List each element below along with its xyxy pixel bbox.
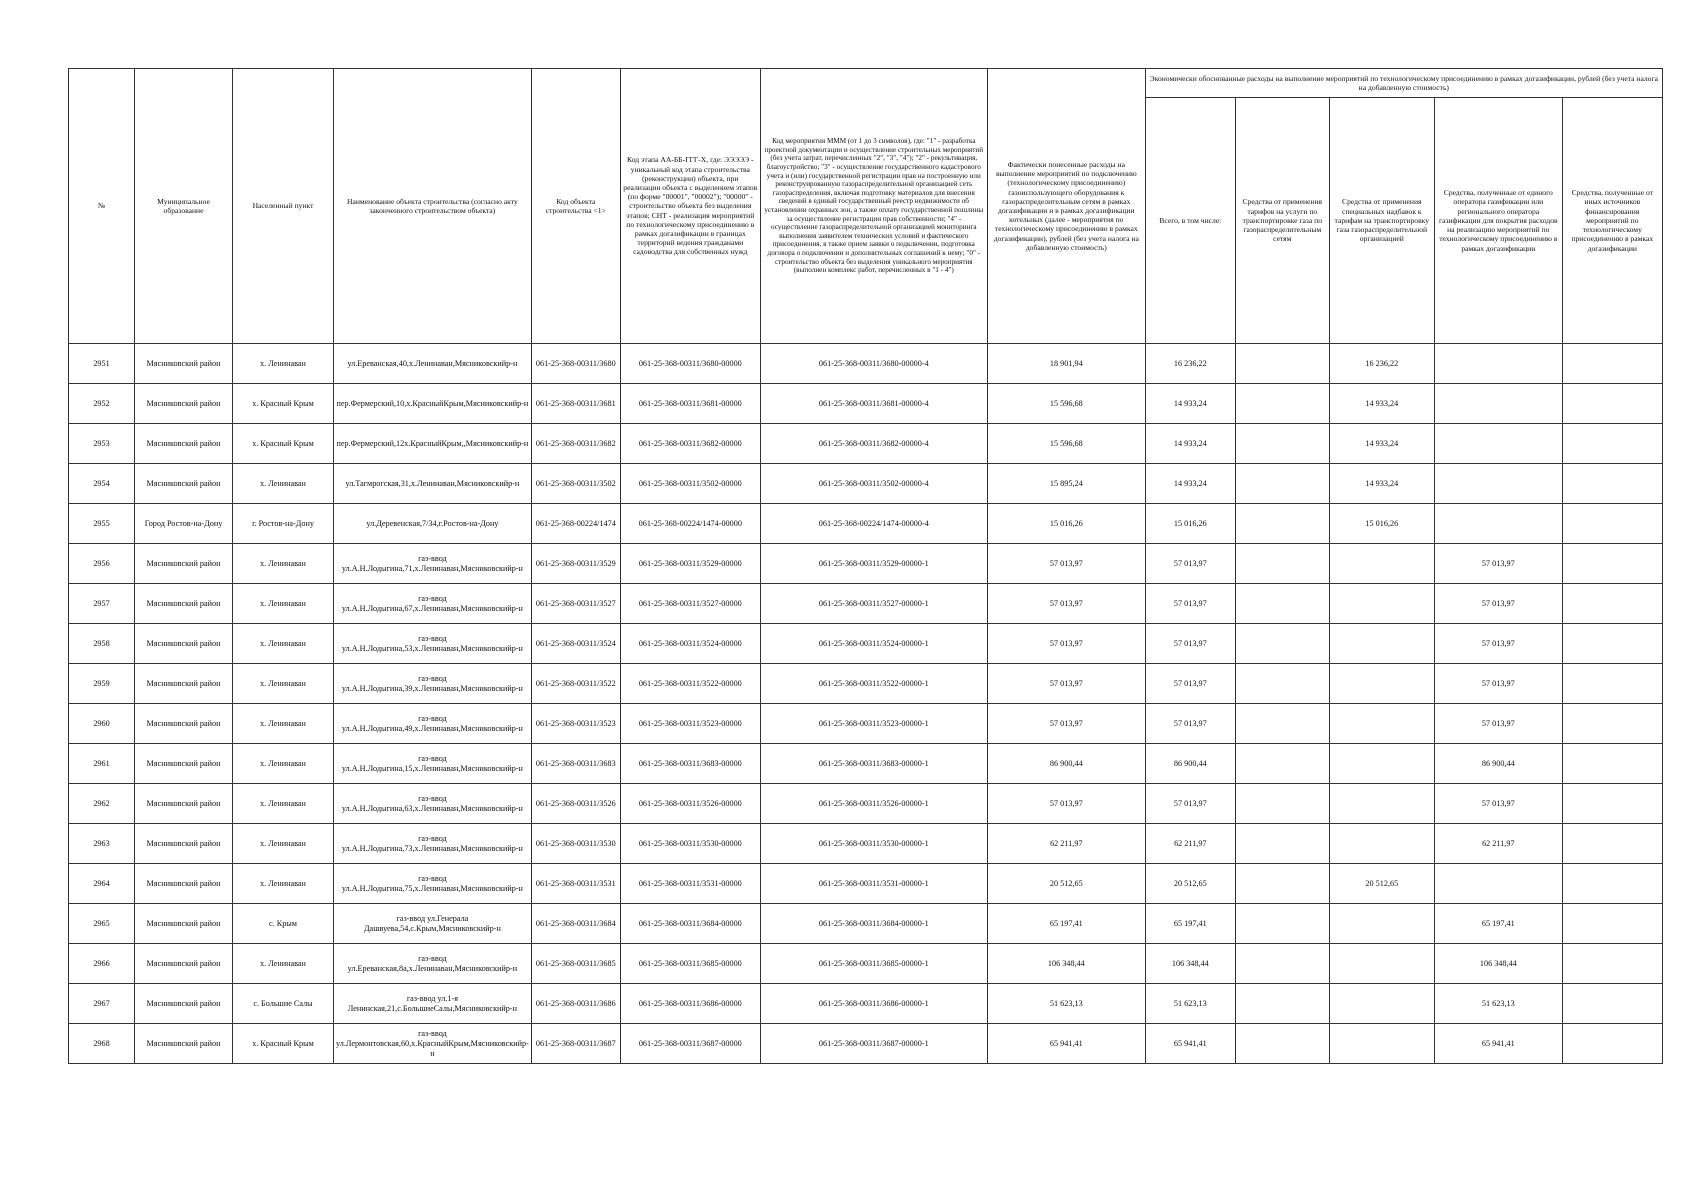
cell-special-markups bbox=[1329, 1024, 1434, 1064]
cell-municipality: Мясниковский район bbox=[135, 1024, 233, 1064]
cell-other-sources bbox=[1562, 744, 1662, 784]
cell-other-sources bbox=[1562, 424, 1662, 464]
table-row bbox=[69, 1024, 1663, 1064]
cell-settlement: г. Ростов-на-Дону bbox=[233, 504, 334, 544]
cell-total: 51 623,13 bbox=[1145, 984, 1235, 1024]
cell-single-operator: 57 013,97 bbox=[1434, 664, 1562, 704]
cell-special-markups: 14 933,24 bbox=[1329, 384, 1434, 424]
cell-tariff-transport bbox=[1235, 864, 1329, 904]
cell-measure-code: 061-25-368-00311/3502-00000-4 bbox=[760, 464, 987, 504]
table-row bbox=[69, 704, 1663, 744]
cell-actual-costs: 106 348,44 bbox=[987, 944, 1145, 984]
col-header-stage-code: Код этапа АА-ББ-ГГГ-Х, где: ЭЭЭЭЭ - уникальный код этапа строительства (реконструкции) объекта, при реализации объекта с выделением этапов (по форме "00001", "00002"); "00000" - строительство объекта без выделения этапов; СНТ - реализация мероприятий по технологическому присоединению в рамках догазификации в границах территорий ведения гражданами садоводства для собственных нужд bbox=[620, 69, 760, 344]
cell-object-code: 061-25-368-00311/3686 bbox=[531, 984, 620, 1024]
cell-actual-costs: 57 013,97 bbox=[987, 544, 1145, 584]
cell-total: 62 211,97 bbox=[1145, 824, 1235, 864]
table-row bbox=[69, 824, 1663, 864]
cell-actual-costs: 57 013,97 bbox=[987, 664, 1145, 704]
table-row bbox=[69, 944, 1663, 984]
cell-stage-code: 061-25-368-00311/3502-00000 bbox=[620, 464, 760, 504]
cell-single-operator bbox=[1434, 424, 1562, 464]
cell-number: 2954 bbox=[69, 464, 135, 504]
cell-measure-code: 061-25-368-00311/3685-00000-1 bbox=[760, 944, 987, 984]
cell-tariff-transport bbox=[1235, 464, 1329, 504]
cell-object-name: ул.Ереванская,40,х.Ленинаван,Мясниковскийр-н bbox=[334, 344, 532, 384]
cell-tariff-transport bbox=[1235, 824, 1329, 864]
table-header bbox=[69, 69, 1663, 344]
table-row bbox=[69, 344, 1663, 384]
cell-municipality: Мясниковский район bbox=[135, 664, 233, 704]
cell-object-name: газ-ввод ул.А.Н.Лодыгина,15,х.Ленинаван,Мясниковскийр-н bbox=[334, 744, 532, 784]
cell-municipality: Мясниковский район bbox=[135, 744, 233, 784]
cell-number: 2958 bbox=[69, 624, 135, 664]
cell-total: 57 013,97 bbox=[1145, 584, 1235, 624]
cell-actual-costs: 15 596,68 bbox=[987, 424, 1145, 464]
cell-settlement: х. Ленинаван bbox=[233, 784, 334, 824]
cell-actual-costs: 57 013,97 bbox=[987, 704, 1145, 744]
cell-stage-code: 061-25-368-00311/3531-00000 bbox=[620, 864, 760, 904]
cell-number: 2957 bbox=[69, 584, 135, 624]
cell-total: 20 512,65 bbox=[1145, 864, 1235, 904]
cell-measure-code: 061-25-368-00311/3524-00000-1 bbox=[760, 624, 987, 664]
cell-object-code: 061-25-368-00311/3684 bbox=[531, 904, 620, 944]
col-header-single-operator: Средства, полученные от единого оператора газификации или регионального оператора газификации для покрытия расходов на реализацию мероприятий по технологическому присоединению в рамках догазификации bbox=[1434, 98, 1562, 344]
cell-single-operator: 57 013,97 bbox=[1434, 544, 1562, 584]
cell-settlement: х. Ленинаван bbox=[233, 944, 334, 984]
cell-tariff-transport bbox=[1235, 384, 1329, 424]
table-row bbox=[69, 744, 1663, 784]
cell-measure-code: 061-25-368-00311/3680-00000-4 bbox=[760, 344, 987, 384]
cell-total: 57 013,97 bbox=[1145, 664, 1235, 704]
cell-total: 57 013,97 bbox=[1145, 544, 1235, 584]
cell-municipality: Мясниковский район bbox=[135, 984, 233, 1024]
cell-number: 2968 bbox=[69, 1024, 135, 1064]
cell-actual-costs: 57 013,97 bbox=[987, 624, 1145, 664]
cell-actual-costs: 15 016,26 bbox=[987, 504, 1145, 544]
cell-stage-code: 061-25-368-00311/3524-00000 bbox=[620, 624, 760, 664]
col-header-object-code: Код объекта строительства <1> bbox=[531, 69, 620, 344]
cell-other-sources bbox=[1562, 384, 1662, 424]
cell-object-code: 061-25-368-00311/3524 bbox=[531, 624, 620, 664]
cell-object-name: пер.Фермерский,12х.КрасныйКрым,,Мясниковскийр-н bbox=[334, 424, 532, 464]
table-row bbox=[69, 864, 1663, 904]
cell-tariff-transport bbox=[1235, 424, 1329, 464]
cell-municipality: Мясниковский район bbox=[135, 824, 233, 864]
cell-total: 57 013,97 bbox=[1145, 624, 1235, 664]
cell-special-markups bbox=[1329, 984, 1434, 1024]
cell-settlement: с. Большие Салы bbox=[233, 984, 334, 1024]
cell-other-sources bbox=[1562, 664, 1662, 704]
cell-actual-costs: 65 941,41 bbox=[987, 1024, 1145, 1064]
cell-single-operator bbox=[1434, 504, 1562, 544]
cell-object-code: 061-25-368-00311/3683 bbox=[531, 744, 620, 784]
table-row bbox=[69, 504, 1663, 544]
col-header-municipality: Муниципальное образование bbox=[135, 69, 233, 344]
cell-measure-code: 061-25-368-00311/3682-00000-4 bbox=[760, 424, 987, 464]
cell-tariff-transport bbox=[1235, 944, 1329, 984]
cell-total: 86 900,44 bbox=[1145, 744, 1235, 784]
cell-other-sources bbox=[1562, 624, 1662, 664]
cell-other-sources bbox=[1562, 344, 1662, 384]
cell-other-sources bbox=[1562, 984, 1662, 1024]
table-row bbox=[69, 904, 1663, 944]
cell-total: 14 933,24 bbox=[1145, 424, 1235, 464]
cell-actual-costs: 57 013,97 bbox=[987, 584, 1145, 624]
cell-measure-code: 061-25-368-00224/1474-00000-4 bbox=[760, 504, 987, 544]
col-header-measure-code: Код мероприятия МММ (от 1 до 3 символов), где: "1" - разработка проектной документации и осуществление строительных мероприятий (без учета затрат, перечисленных "2", "3", "4"); "2" - рекультивация, благоустройство; "3" - осуществление государственного кадастрового учета и (или) государственной регистрации прав на построенную или реконструированную газораспределительной организацией сеть газораспределения, включая подготовку материалов для внесения сведений в единый государственный реестр недвижимости об установлении охранных зон, а также оплату государственной пошлины за осуществление регистрации прав собственности; "4" - осуществление газораспределительной организацией мониторинга выполнения заявителем технических условий и фактического присоединения, в также прием заявки о подключении, подготовка договора о подключении и дополнительных соглашений к нему; "0" - строительство объекта без выделения уникального мероприятия (выполнен комплекс работ, перечисленных в "1 - 4") bbox=[760, 69, 987, 344]
cell-stage-code: 061-25-368-00311/3684-00000 bbox=[620, 904, 760, 944]
cell-object-code: 061-25-368-00311/3680 bbox=[531, 344, 620, 384]
cell-other-sources bbox=[1562, 584, 1662, 624]
cell-object-name: газ-ввод ул.А.Н.Лодыгина,71,х.Ленинаван,Мясниковскийр-н bbox=[334, 544, 532, 584]
col-header-object-name: Наименование объекта строительства (согласно акту законченного строительством объекта) bbox=[334, 69, 532, 344]
cell-actual-costs: 57 013,97 bbox=[987, 784, 1145, 824]
cell-tariff-transport bbox=[1235, 784, 1329, 824]
cell-total: 106 348,44 bbox=[1145, 944, 1235, 984]
cell-tariff-transport bbox=[1235, 584, 1329, 624]
col-header-total: Всего, в том числе: bbox=[1145, 98, 1235, 344]
cell-single-operator: 106 348,44 bbox=[1434, 944, 1562, 984]
cell-settlement: х. Ленинаван bbox=[233, 744, 334, 784]
cell-number: 2962 bbox=[69, 784, 135, 824]
cell-stage-code: 061-25-368-00311/3527-00000 bbox=[620, 584, 760, 624]
cell-settlement: х. Ленинаван bbox=[233, 584, 334, 624]
cell-measure-code: 061-25-368-00311/3687-00000-1 bbox=[760, 1024, 987, 1064]
cell-stage-code: 061-25-368-00311/3687-00000 bbox=[620, 1024, 760, 1064]
cell-special-markups: 14 933,24 bbox=[1329, 424, 1434, 464]
cell-tariff-transport bbox=[1235, 904, 1329, 944]
cell-stage-code: 061-25-368-00311/3522-00000 bbox=[620, 664, 760, 704]
cell-object-name: газ-ввод ул.А.Н.Лодыгина,67,х.Ленинаван,Мясниковскийр-н bbox=[334, 584, 532, 624]
cell-object-name: газ-ввод ул.Ереванская,8а,х.Ленинаван,Мясниковскийр-н bbox=[334, 944, 532, 984]
table-body bbox=[69, 344, 1663, 1064]
cell-other-sources bbox=[1562, 1024, 1662, 1064]
cell-special-markups bbox=[1329, 664, 1434, 704]
cell-number: 2953 bbox=[69, 424, 135, 464]
cell-special-markups bbox=[1329, 544, 1434, 584]
cell-object-code: 061-25-368-00311/3522 bbox=[531, 664, 620, 704]
cell-object-name: газ-ввод ул.А.Н.Лодыгина,53,х.Ленинаван,Мясниковскийр-н bbox=[334, 624, 532, 664]
cell-municipality: Мясниковский район bbox=[135, 544, 233, 584]
cell-special-markups: 14 933,24 bbox=[1329, 464, 1434, 504]
cell-other-sources bbox=[1562, 784, 1662, 824]
cell-tariff-transport bbox=[1235, 1024, 1329, 1064]
cell-tariff-transport bbox=[1235, 344, 1329, 384]
cell-stage-code: 061-25-368-00311/3680-00000 bbox=[620, 344, 760, 384]
cell-object-name: газ-ввод ул.Генерала Дашвуева,54,с.Крым,Мясниковскийр-н bbox=[334, 904, 532, 944]
cell-special-markups bbox=[1329, 824, 1434, 864]
cell-actual-costs: 86 900,44 bbox=[987, 744, 1145, 784]
cell-actual-costs: 15 895,24 bbox=[987, 464, 1145, 504]
cell-number: 2963 bbox=[69, 824, 135, 864]
cell-special-markups bbox=[1329, 944, 1434, 984]
cell-object-code: 061-25-368-00311/3527 bbox=[531, 584, 620, 624]
cell-measure-code: 061-25-368-00311/3686-00000-1 bbox=[760, 984, 987, 1024]
cell-measure-code: 061-25-368-00311/3529-00000-1 bbox=[760, 544, 987, 584]
cell-single-operator bbox=[1434, 384, 1562, 424]
table-row bbox=[69, 984, 1663, 1024]
cell-stage-code: 061-25-368-00311/3523-00000 bbox=[620, 704, 760, 744]
cell-municipality: Мясниковский район bbox=[135, 384, 233, 424]
cell-single-operator: 65 197,41 bbox=[1434, 904, 1562, 944]
cell-number: 2955 bbox=[69, 504, 135, 544]
cell-measure-code: 061-25-368-00311/3531-00000-1 bbox=[760, 864, 987, 904]
col-header-tariff-transport: Средства от применения тарифов на услуги по транспортировке газа по газораспределительным сетям bbox=[1235, 98, 1329, 344]
col-header-other-sources: Средства, полученные от иных источников финансирования мероприятий по технологическому присоединению в рамках догазификации bbox=[1562, 98, 1662, 344]
cell-municipality: Мясниковский район bbox=[135, 944, 233, 984]
cell-object-name: ул.Тагмрогская,31,х.Ленинаван,Мясниковскийр-н bbox=[334, 464, 532, 504]
cell-actual-costs: 20 512,65 bbox=[987, 864, 1145, 904]
cell-measure-code: 061-25-368-00311/3681-00000-4 bbox=[760, 384, 987, 424]
cell-settlement: х. Ленинаван bbox=[233, 464, 334, 504]
cell-object-name: газ-ввод ул.А.Н.Лодыгина,63,х.Ленинаван,Мясниковскийр-н bbox=[334, 784, 532, 824]
cell-object-code: 061-25-368-00311/3531 bbox=[531, 864, 620, 904]
cell-other-sources bbox=[1562, 464, 1662, 504]
cell-measure-code: 061-25-368-00311/3523-00000-1 bbox=[760, 704, 987, 744]
cell-object-name: пер.Фермерский,10,х.КрасныйКрым,Мясниковскийр-н bbox=[334, 384, 532, 424]
cell-other-sources bbox=[1562, 504, 1662, 544]
cell-settlement: х. Ленинаван bbox=[233, 664, 334, 704]
cell-municipality: Мясниковский район bbox=[135, 464, 233, 504]
cell-actual-costs: 15 596,68 bbox=[987, 384, 1145, 424]
cell-measure-code: 061-25-368-00311/3530-00000-1 bbox=[760, 824, 987, 864]
cell-number: 2967 bbox=[69, 984, 135, 1024]
cell-special-markups: 20 512,65 bbox=[1329, 864, 1434, 904]
cell-other-sources bbox=[1562, 544, 1662, 584]
cell-special-markups bbox=[1329, 584, 1434, 624]
cell-stage-code: 061-25-368-00311/3681-00000 bbox=[620, 384, 760, 424]
cell-measure-code: 061-25-368-00311/3526-00000-1 bbox=[760, 784, 987, 824]
cell-municipality: Мясниковский район bbox=[135, 704, 233, 744]
cell-single-operator: 57 013,97 bbox=[1434, 584, 1562, 624]
table-row bbox=[69, 464, 1663, 504]
cell-measure-code: 061-25-368-00311/3683-00000-1 bbox=[760, 744, 987, 784]
cell-object-name: газ-ввод ул.А.Н.Лодыгина,39,х.Ленинаван,Мясниковскийр-н bbox=[334, 664, 532, 704]
cell-object-name: газ-ввод ул.А.Н.Лодыгина,73,х.Ленинаван,Мясниковскийр-н bbox=[334, 824, 532, 864]
cell-total: 57 013,97 bbox=[1145, 704, 1235, 744]
cell-number: 2964 bbox=[69, 864, 135, 904]
cell-municipality: Мясниковский район bbox=[135, 624, 233, 664]
cell-actual-costs: 65 197,41 bbox=[987, 904, 1145, 944]
cell-single-operator bbox=[1434, 464, 1562, 504]
cell-tariff-transport bbox=[1235, 664, 1329, 704]
cell-number: 2951 bbox=[69, 344, 135, 384]
cell-total: 65 197,41 bbox=[1145, 904, 1235, 944]
cell-number: 2952 bbox=[69, 384, 135, 424]
cell-single-operator: 62 211,97 bbox=[1434, 824, 1562, 864]
cell-settlement: х. Ленинаван bbox=[233, 824, 334, 864]
cell-object-code: 061-25-368-00311/3685 bbox=[531, 944, 620, 984]
cell-other-sources bbox=[1562, 864, 1662, 904]
cell-number: 2965 bbox=[69, 904, 135, 944]
cell-actual-costs: 51 623,13 bbox=[987, 984, 1145, 1024]
cell-other-sources bbox=[1562, 944, 1662, 984]
cell-other-sources bbox=[1562, 824, 1662, 864]
cell-settlement: х. Красный Крым bbox=[233, 424, 334, 464]
table-row bbox=[69, 384, 1663, 424]
cell-total: 14 933,24 bbox=[1145, 384, 1235, 424]
cell-total: 65 941,41 bbox=[1145, 1024, 1235, 1064]
cell-object-code: 061-25-368-00224/1474 bbox=[531, 504, 620, 544]
cell-special-markups: 15 016,26 bbox=[1329, 504, 1434, 544]
cell-stage-code: 061-25-368-00311/3682-00000 bbox=[620, 424, 760, 464]
cell-measure-code: 061-25-368-00311/3684-00000-1 bbox=[760, 904, 987, 944]
cell-number: 2956 bbox=[69, 544, 135, 584]
cell-tariff-transport bbox=[1235, 624, 1329, 664]
cell-special-markups: 16 236,22 bbox=[1329, 344, 1434, 384]
costs-table bbox=[68, 68, 1663, 1064]
cell-measure-code: 061-25-368-00311/3522-00000-1 bbox=[760, 664, 987, 704]
cell-number: 2959 bbox=[69, 664, 135, 704]
table-row bbox=[69, 624, 1663, 664]
cell-other-sources bbox=[1562, 904, 1662, 944]
col-header-special-markups: Средства от применения специальных надбавок к тарифам на транспортировку газа газораспределительной организацией bbox=[1329, 98, 1434, 344]
cell-measure-code: 061-25-368-00311/3527-00000-1 bbox=[760, 584, 987, 624]
cell-tariff-transport bbox=[1235, 984, 1329, 1024]
col-header-no: № bbox=[69, 69, 135, 344]
cell-number: 2961 bbox=[69, 744, 135, 784]
cell-settlement: х. Красный Крым bbox=[233, 384, 334, 424]
cell-object-code: 061-25-368-00311/3530 bbox=[531, 824, 620, 864]
cell-object-name: газ-ввод ул.Лермонтовская,60,х.КрасныйКрым,Мясниковскийр-н bbox=[334, 1024, 532, 1064]
cell-total: 57 013,97 bbox=[1145, 784, 1235, 824]
cell-municipality: Мясниковский район bbox=[135, 344, 233, 384]
cell-object-code: 061-25-368-00311/3529 bbox=[531, 544, 620, 584]
cell-special-markups bbox=[1329, 624, 1434, 664]
cell-object-code: 061-25-368-00311/3502 bbox=[531, 464, 620, 504]
cell-stage-code: 061-25-368-00311/3529-00000 bbox=[620, 544, 760, 584]
cell-object-code: 061-25-368-00311/3681 bbox=[531, 384, 620, 424]
col-header-econ-group: Экономически обоснованные расходы на выполнение мероприятий по технологическому присоединению в рамках догазификации, рублей (без учета налога на добавленную стоимость) bbox=[1145, 69, 1662, 98]
cell-special-markups bbox=[1329, 784, 1434, 824]
cell-object-code: 061-25-368-00311/3526 bbox=[531, 784, 620, 824]
cell-municipality: Мясниковский район bbox=[135, 864, 233, 904]
cell-object-name: газ-ввод ул.А.Н.Лодыгина,75,х.Ленинаван,Мясниковскийр-н bbox=[334, 864, 532, 904]
cell-stage-code: 061-25-368-00224/1474-00000 bbox=[620, 504, 760, 544]
cell-settlement: х. Ленинаван bbox=[233, 544, 334, 584]
cell-single-operator: 57 013,97 bbox=[1434, 784, 1562, 824]
cell-total: 15 016,26 bbox=[1145, 504, 1235, 544]
cell-special-markups bbox=[1329, 704, 1434, 744]
cell-object-code: 061-25-368-00311/3523 bbox=[531, 704, 620, 744]
cell-object-name: газ-ввод ул.А.Н.Лодыгина,49,х.Ленинаван,Мясниковскийр-н bbox=[334, 704, 532, 744]
cell-special-markups bbox=[1329, 744, 1434, 784]
cell-stage-code: 061-25-368-00311/3526-00000 bbox=[620, 784, 760, 824]
cell-single-operator: 51 623,13 bbox=[1434, 984, 1562, 1024]
cell-stage-code: 061-25-368-00311/3683-00000 bbox=[620, 744, 760, 784]
cell-single-operator: 57 013,97 bbox=[1434, 624, 1562, 664]
cell-single-operator bbox=[1434, 864, 1562, 904]
cell-settlement: х. Красный Крым bbox=[233, 1024, 334, 1064]
cell-settlement: х. Ленинаван bbox=[233, 344, 334, 384]
cell-tariff-transport bbox=[1235, 704, 1329, 744]
cell-municipality: Город Ростов-на-Дону bbox=[135, 504, 233, 544]
cell-municipality: Мясниковский район bbox=[135, 904, 233, 944]
table-row bbox=[69, 544, 1663, 584]
cell-settlement: х. Ленинаван bbox=[233, 864, 334, 904]
cell-object-name: ул.Деревенская,7/34,г.Ростов-на-Дону bbox=[334, 504, 532, 544]
cell-tariff-transport bbox=[1235, 744, 1329, 784]
cell-stage-code: 061-25-368-00311/3530-00000 bbox=[620, 824, 760, 864]
cell-object-code: 061-25-368-00311/3687 bbox=[531, 1024, 620, 1064]
col-header-settlement: Населенный пункт bbox=[233, 69, 334, 344]
cell-special-markups bbox=[1329, 904, 1434, 944]
col-header-actual-costs: Фактически понесенные расходы на выполнение мероприятий по подключению (технологическому присоединению) газоиспользующего оборудования к газораспределительным сетям в рамках догазификации и в рамках догазификации котельных (далее - мероприятия по технологическому присоединению в рамках догазификации), рублей (без учета налога на добавленную стоимость) bbox=[987, 69, 1145, 344]
cell-settlement: х. Ленинаван bbox=[233, 704, 334, 744]
cell-municipality: Мясниковский район bbox=[135, 584, 233, 624]
cell-stage-code: 061-25-368-00311/3685-00000 bbox=[620, 944, 760, 984]
cell-single-operator: 65 941,41 bbox=[1434, 1024, 1562, 1064]
cell-stage-code: 061-25-368-00311/3686-00000 bbox=[620, 984, 760, 1024]
table-row bbox=[69, 664, 1663, 704]
cell-object-name: газ-ввод ул.1-я Ленинская,21,с.БольшиеСалы,Мясниковскийр-н bbox=[334, 984, 532, 1024]
cell-other-sources bbox=[1562, 704, 1662, 744]
cell-single-operator: 57 013,97 bbox=[1434, 704, 1562, 744]
table-row bbox=[69, 424, 1663, 464]
cell-actual-costs: 18 901,94 bbox=[987, 344, 1145, 384]
cell-settlement: х. Ленинаван bbox=[233, 624, 334, 664]
cell-single-operator: 86 900,44 bbox=[1434, 744, 1562, 784]
cell-single-operator bbox=[1434, 344, 1562, 384]
cell-number: 2966 bbox=[69, 944, 135, 984]
cell-actual-costs: 62 211,97 bbox=[987, 824, 1145, 864]
cell-total: 16 236,22 bbox=[1145, 344, 1235, 384]
cell-municipality: Мясниковский район bbox=[135, 424, 233, 464]
cell-settlement: с. Крым bbox=[233, 904, 334, 944]
cell-tariff-transport bbox=[1235, 544, 1329, 584]
cell-total: 14 933,24 bbox=[1145, 464, 1235, 504]
table-row bbox=[69, 784, 1663, 824]
cell-tariff-transport bbox=[1235, 504, 1329, 544]
cell-object-code: 061-25-368-00311/3682 bbox=[531, 424, 620, 464]
table-row bbox=[69, 584, 1663, 624]
cell-municipality: Мясниковский район bbox=[135, 784, 233, 824]
cell-number: 2960 bbox=[69, 704, 135, 744]
